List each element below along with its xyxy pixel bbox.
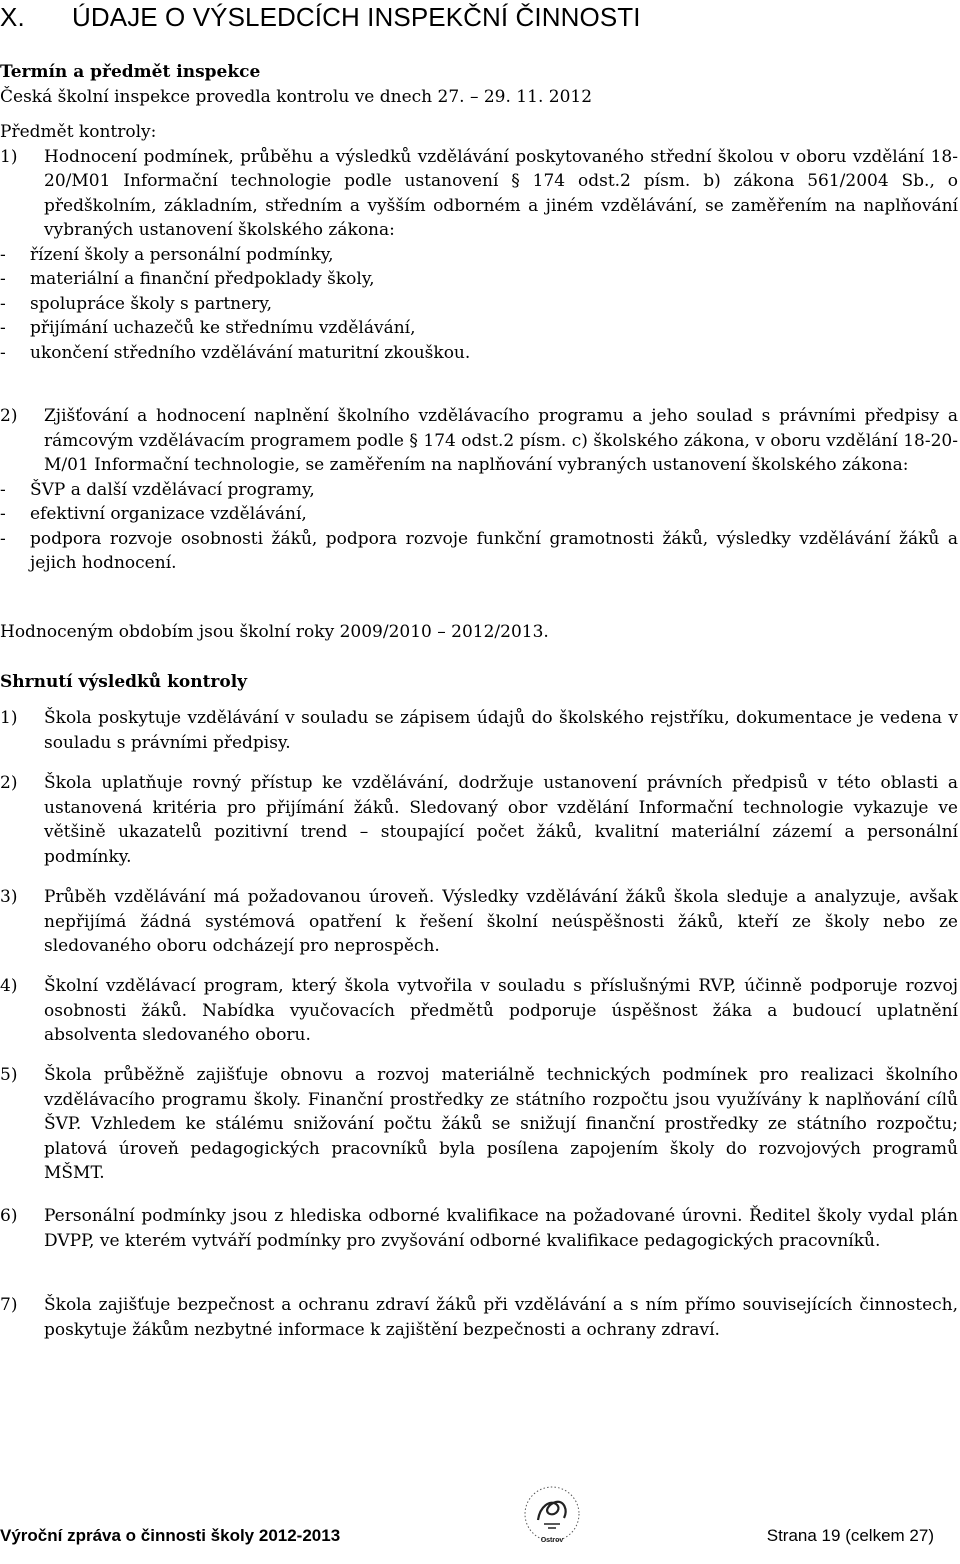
subject-number: 1) [0, 146, 18, 167]
list-item: - materiální a finanční předpoklady školy, [0, 269, 375, 289]
subject-item-1 [0, 145, 958, 366]
summary-item-1 [0, 706, 958, 755]
summary-number: 6) [0, 1206, 18, 1226]
page-footer [0, 1520, 960, 1564]
summary-item-7 [0, 1293, 958, 1342]
summary-item-6 [0, 1204, 958, 1253]
subject-bullet-list [0, 478, 958, 576]
summary-number: 7) [0, 1295, 18, 1315]
summary-title-block [0, 670, 958, 695]
footer-page-number: Strana 19 (celkem 27) [766, 1526, 934, 1545]
subject-item-2 [0, 404, 958, 576]
list-item: - ŠVP a další vzdělávací programy, [0, 479, 315, 500]
summary-item-2 [0, 771, 958, 869]
summary-text: Škola poskytuje vzdělávání v souladu se zápisem údajů do školského rejstříku, dokumentace je vedena v souladu s právními předpisy. [44, 708, 958, 753]
subject-text: Hodnocení podmínek, průběhu a výsledků vzdělávání poskytovaného střední školou v oboru vzdělání 18-20/M01 Informační technologie podle ustanovení § 174 odst.2 písm. b) zákona 561/2004 Sb., o předškolním, základním, středním a vyšším odborném a jiném vzdělávání, se zaměřením na naplňování vybraných ustanovení školského zákona: [44, 146, 958, 240]
term-date-line: Česká školní inspekce provedla kontrolu ve dnech 27. – 29. 11. 2012 [0, 86, 593, 107]
subject-item-2-block [0, 404, 958, 576]
section-number: X. [0, 2, 25, 32]
summary-item-5 [0, 1063, 958, 1186]
summary-number: 3) [0, 887, 18, 907]
summary-text: Průběh vzdělávání má požadovanou úroveň. Výsledky vzdělávání žáků škola sleduje a analyzuje, avšak nepřijímá žádná systémová opatření k řešení školní neúspěšnosti žáků, kteří ze školy nebo ze sledovaného oboru odcházejí pro neprospěch. [44, 887, 958, 956]
summary-text: Školní vzdělávací program, který škola vytvořila v souladu s příslušnými RVP, účinně podporuje rozvoj osobnosti žáků. Nabídka vyučovacích předmětů podporuje úspěšnost žáka a budoucí uplatnění absolventa sledovaného oboru. [44, 976, 958, 1045]
summary-number: 5) [0, 1065, 18, 1085]
summary-text: Škola průběžně zajišťuje obnovu a rozvoj materiálně technických podmínek pro realizaci školního vzdělávacího programu školy. Finanční prostředky ze státního rozpočtu jsou využívány k naplňování cílů ŠVP. Vzhledem ke stálému snižování počtu žáků se snižují finanční prostředky ze státního rozpočtu; platová úroveň pedagogických pracovníků byla posílena zapojením školy do rozvojových programů MŠMT. [44, 1065, 958, 1183]
summary-item-4 [0, 974, 958, 1048]
term-block [0, 60, 958, 109]
summary-text: Personální podmínky jsou z hlediska odborné kvalifikace na požadované úrovni. Ředitel školy vydal plán DVPP, ve kterém vytváří podmínky pro zvyšování odborné kvalifikace pedagogických pracovníků. [44, 1206, 958, 1251]
section-heading [0, 2, 641, 33]
list-item: - řízení školy a personální podmínky, [0, 244, 334, 265]
term-title: Termín a předmět inspekce [0, 62, 261, 82]
subject-label: Předmět kontroly: [0, 122, 157, 142]
period-block [0, 620, 958, 645]
list-item: - efektivní organizace vzdělávání, [0, 504, 307, 524]
subject-bullet-list [0, 243, 958, 366]
school-logo-text: Ostrov [540, 1537, 564, 1544]
summary-title: Shrnutí výsledků kontroly [0, 672, 248, 692]
list-item: - přijímání uchazečů ke střednímu vzdělávání, [0, 318, 416, 338]
section-title: ÚDAJE O VÝSLEDCÍCH INSPEKČNÍ ČINNOSTI [72, 2, 641, 32]
list-item: - spolupráce školy s partnery, [0, 293, 273, 314]
school-logo-icon [520, 1484, 584, 1548]
subject-text: Zjišťování a hodnocení naplnění školního vzdělávacího programu a jeho soulad s právními předpisy a rámcovým vzdělávacím programem podle § 174 odst.2 písm. c) školského zákona, v oboru vzdělání 18-20-M/01 Informační technologie, se zaměřením na naplňování vybraných ustanovení školského zákona: [44, 406, 958, 475]
period-text: Hodnoceným obdobím jsou školní roky 2009/2010 – 2012/2013. [0, 622, 549, 642]
summary-number: 1) [0, 708, 18, 728]
summary-number: 4) [0, 976, 18, 996]
list-item: - ukončení středního vzdělávání maturitní zkouškou. [0, 342, 471, 363]
summary-text: Škola zajišťuje bezpečnost a ochranu zdraví žáků při vzdělávání a s ním přímo souvisejících činnostech, poskytuje žákům nezbytné informace k zajištění bezpečnosti a ochrany zdraví. [44, 1295, 958, 1340]
subject-number: 2) [0, 406, 18, 426]
summary-number: 2) [0, 773, 18, 793]
summary-text: Škola uplatňuje rovný přístup ke vzdělávání, dodržuje ustanovení právních předpisů v této oblasti a ustanovená kritéria pro přijímání žáků. Sledovaný obor vzdělání Informační technologie vykazuje ve většině ukazatelů pozitivní trend – stoupající počet žáků, kvalitní materiální zázemí a personální podmínky. [44, 773, 958, 867]
list-item: - podpora rozvoje osobnosti žáků, podpora rozvoje funkční gramotnosti žáků, výsledky vzdělávání žáků a jejich hodnocení. [0, 528, 958, 573]
subjects-block [0, 120, 958, 365]
footer-report-title: Výroční zpráva o činnosti školy 2012-2013 [0, 1526, 341, 1545]
summary-item-3 [0, 885, 958, 959]
